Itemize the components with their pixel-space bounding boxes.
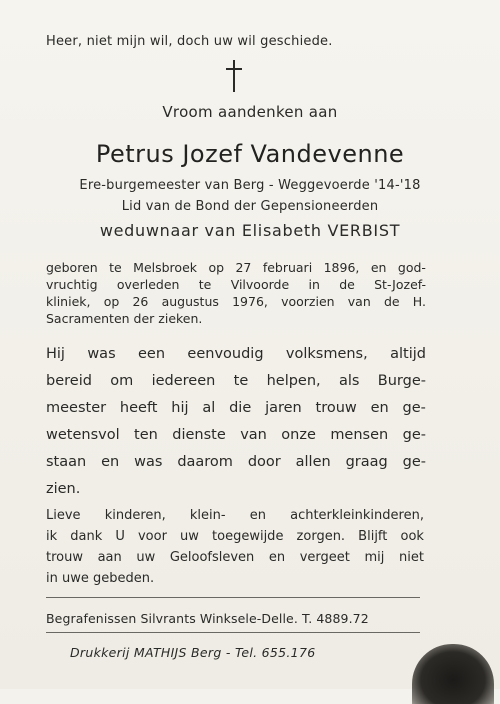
membership-line: Lid van de Bond der Gepensioneerden [121,199,379,214]
biography-line: vruchtig overleden te Vilvoorde in de St-Jozef- [46,277,426,292]
thanks-paragraph [46,505,424,589]
biography-line: kliniek, op 26 augustus 1976, voorzien van de H. [46,294,426,309]
cross-icon [224,60,244,92]
memory-heading: Vroom aandenken aan [162,103,338,121]
role-line: Ere-burgemeester van Berg - Weggevoerde '14-'18 [79,178,421,193]
tribute-paragraph [46,341,426,503]
biography-line: geboren te Melsbroek op 27 februari 1896, en god- [46,260,426,275]
thanks-line: in uwe gebeden. [46,571,155,586]
tribute-line: zien. [46,481,81,497]
widower-line: weduwnaar van Elisabeth VERBIST [99,221,401,240]
printer-line: Drukkerij MATHIJS Berg - Tel. 655.176 [70,645,316,660]
biography-line: Sacramenten der zieken. [46,311,203,326]
tribute-line: meester heeft hij al die jaren trouw en ge- [46,400,426,416]
divider [46,632,420,633]
prayer-line: Heer, niet mijn wil, doch uw wil geschiede. [46,34,333,49]
funeral-director-line: Begrafenissen Silvrants Winksele-Delle. T. 4889.72 [46,611,369,626]
divider [46,597,420,598]
tribute-line: bereid om iedereen te helpen, als Burge- [46,373,426,389]
biography-paragraph [46,259,426,327]
tribute-line: staan en was daarom door allen graag ge- [46,454,426,470]
thanks-line: Lieve kinderen, klein- en achterkleinkinderen, [46,508,424,523]
deceased-name: Petrus Jozef Vandevenne [95,140,405,168]
tribute-line: wetensvol ten dienste van onze mensen ge- [46,427,426,443]
thumb-shadow [412,644,494,704]
tribute-line: Hij was een eenvoudig volksmens, altijd [46,346,426,362]
thanks-line: ik dank U voor uw toegewijde zorgen. Blijft ook [46,529,424,544]
thanks-line: trouw aan uw Geloofsleven en vergeet mij niet [46,550,424,565]
